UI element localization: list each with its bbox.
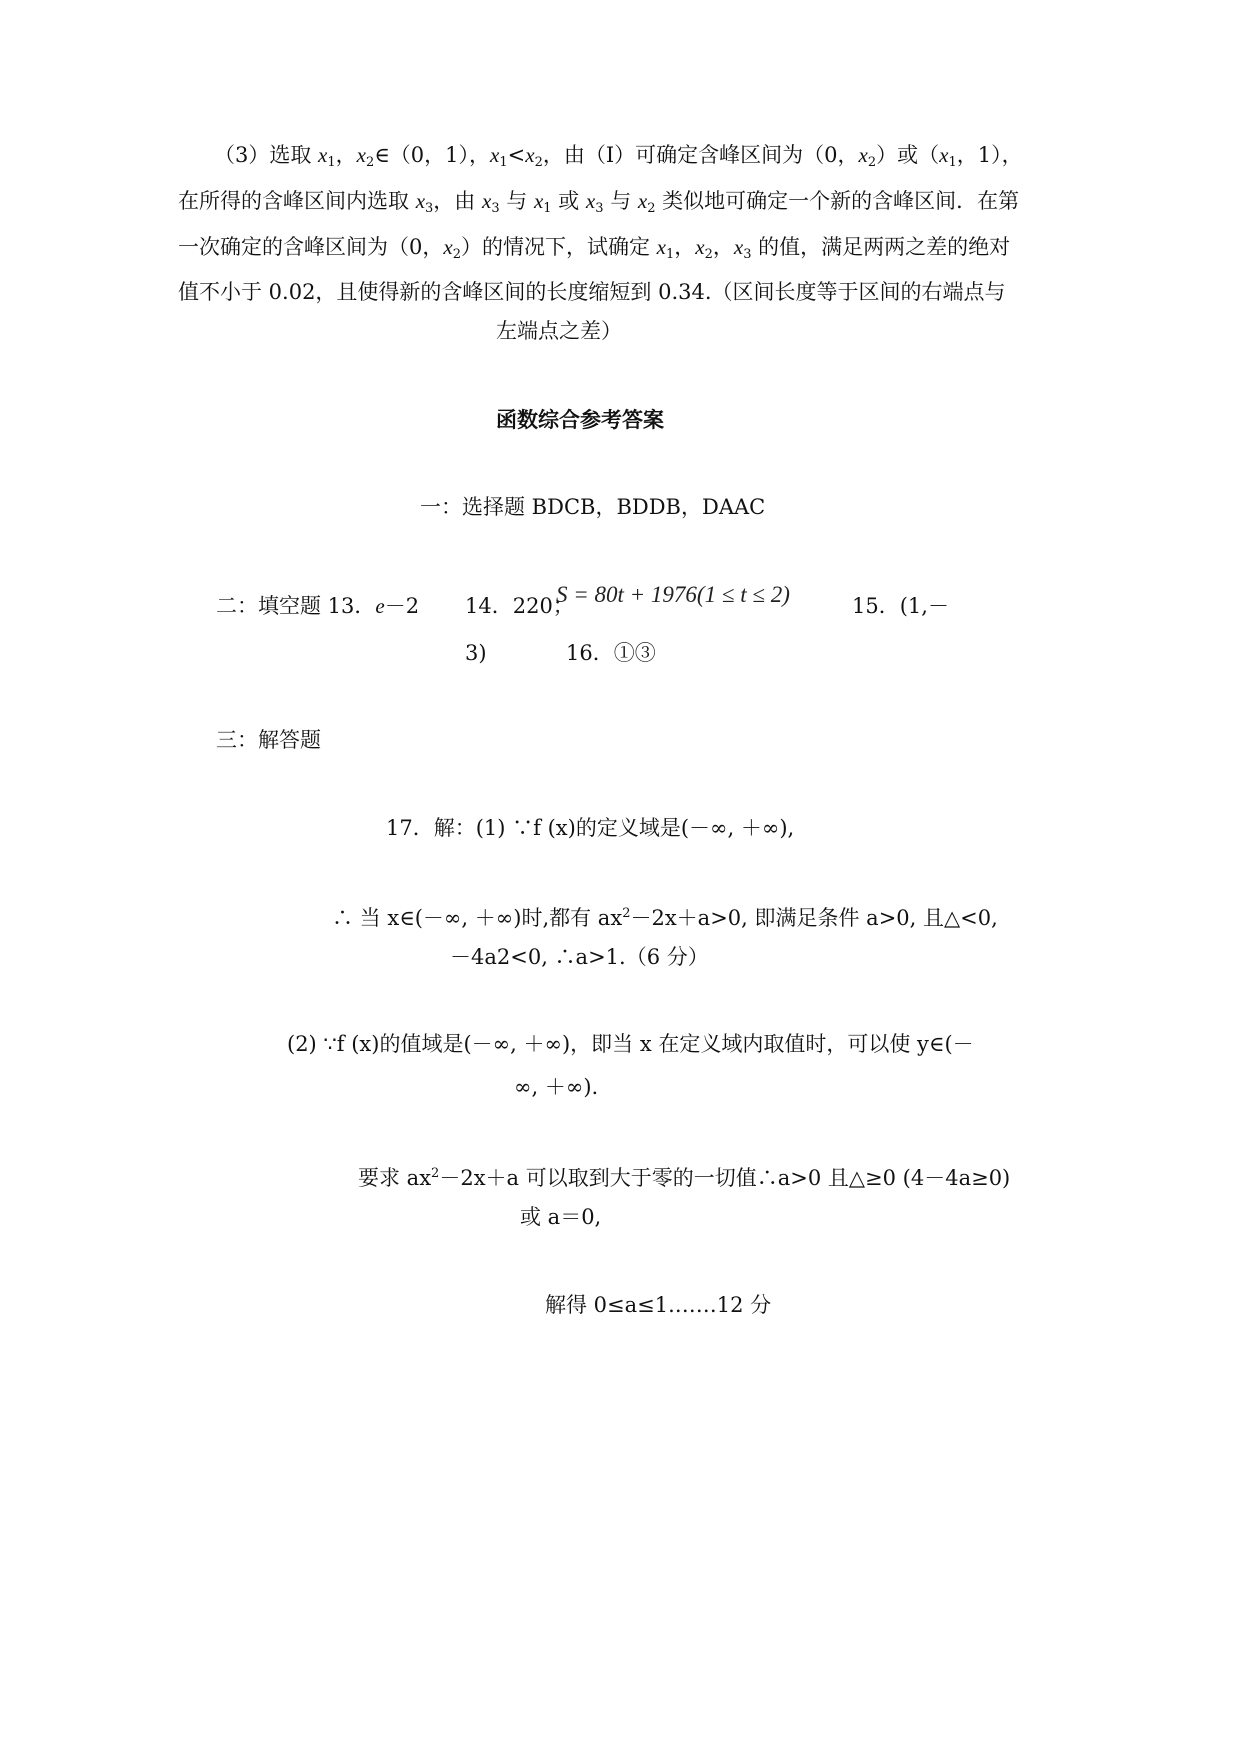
q17-line1: 17．解：(1) ∵f (x)的定义域是(－∞, ＋∞), bbox=[386, 816, 795, 840]
q17-line6: 要求 $ax^2-2x+a$ 可以取到大于零的一切值∴a>0 且△≥0 (4－4a≥0) bbox=[358, 1166, 1011, 1190]
q17-line3: －4a2<0, ∴a>1.（6 分） bbox=[450, 945, 709, 969]
problem3-line5: 左端点之差） bbox=[496, 319, 622, 343]
choice-answers: 一：选择题 BDCB，BDDB，DAAC bbox=[420, 495, 766, 519]
answers-title: 函数综合参考答案 bbox=[496, 407, 664, 432]
problem3-line2: 在所得的含峰区间内选取 $x_3$，由 $x_3$ 与 $x_1$ 或 $x_3$ 与 $x_2$ 类似地可确定一个新的含峰区间．在第 bbox=[178, 189, 1020, 216]
fill-answers-16: 16．①③ bbox=[566, 641, 656, 665]
problem3-line1: （3）选取 $x_1$，$x_2\in(0$，1），$x_1<x_2$，由（I）可确定含峰区间为（0，$x_2$）或（$x_1$，1）， bbox=[214, 143, 1023, 170]
problem3-line4: 值不小于 0.02，且使得新的含峰区间的长度缩短到 0.34.（区间长度等于区间的右端点与 bbox=[178, 280, 1006, 304]
fill-answers-13: 二：填空题 13．e－2 bbox=[216, 594, 420, 618]
q17-line4: (2) ∵f (x)的值域是(－∞, ＋∞)，即当 x 在定义域内取值时，可以使 y∈(－ bbox=[287, 1032, 974, 1056]
q17-line5: ∞, ＋∞). bbox=[514, 1075, 599, 1099]
fill-answers-15-cont: 3) bbox=[465, 641, 487, 665]
fill-answers-15: 15．(1,－ bbox=[852, 594, 949, 618]
q17-line7: 或 a＝0, bbox=[520, 1205, 602, 1229]
problem3-line3: 一次确定的含峰区间为（0，$x_2$）的情况下，试确定 $x_1$，$x_2$，$x_3$ 的值，满足两两之差的绝对 bbox=[178, 235, 1011, 262]
solve-heading: 三：解答题 bbox=[216, 728, 321, 752]
q17-line8: 解得 0≤a≤1.……12 分 bbox=[545, 1293, 772, 1317]
fill-formula: S = 80t + 1976(1 ≤ t ≤ 2) bbox=[556, 582, 790, 607]
q17-line2: ∴ 当 x∈(－∞, ＋∞)时,都有 $ax^2-2x+a>0$, 即满足条件 a>0, 且△<0, bbox=[332, 906, 998, 930]
fill-answers-14: 14．220； bbox=[465, 594, 574, 618]
